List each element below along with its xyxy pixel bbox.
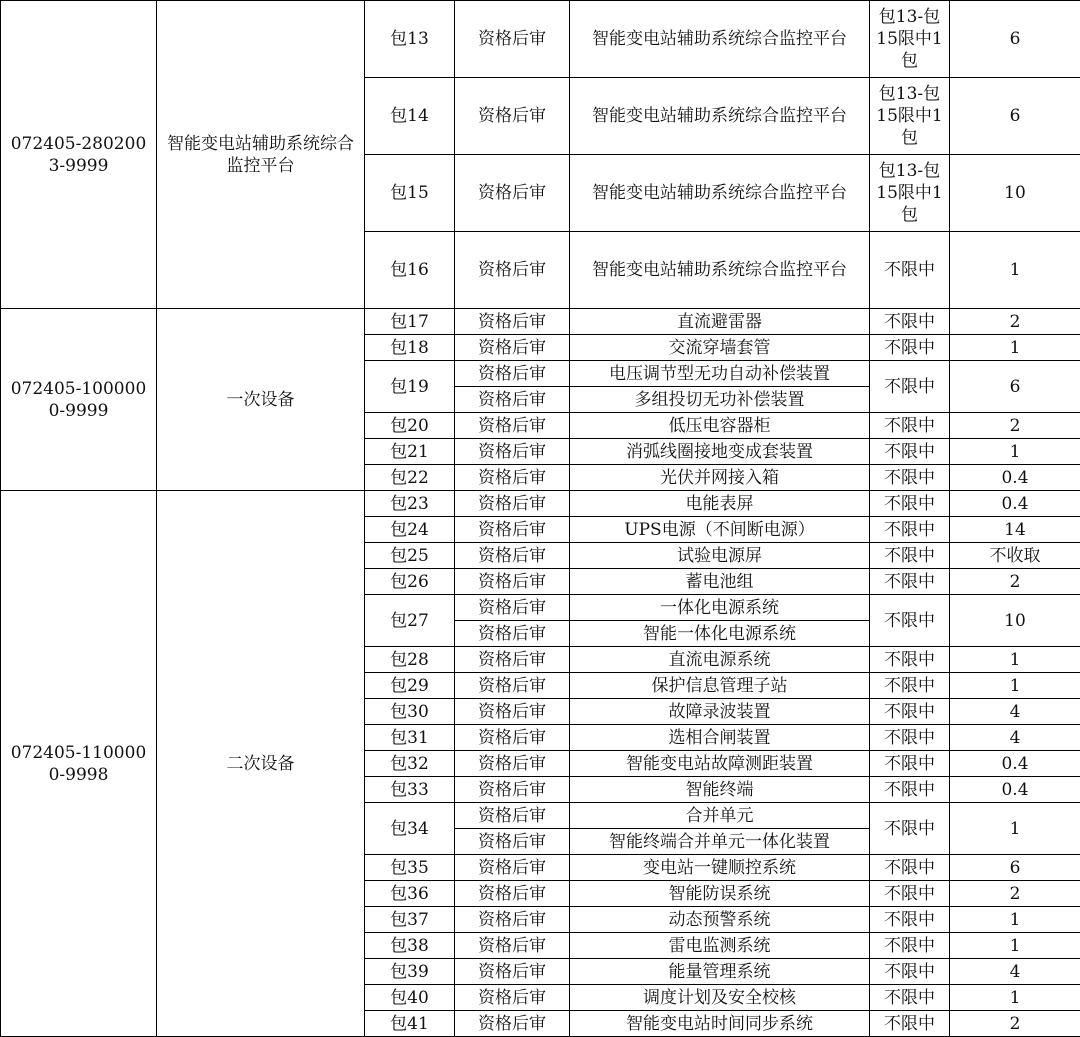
review-method: 资格后审: [455, 621, 570, 647]
review-method: 资格后审: [455, 439, 570, 465]
review-method: 资格后审: [455, 673, 570, 699]
review-method: 资格后审: [455, 491, 570, 517]
review-method: 资格后审: [455, 517, 570, 543]
table-row: [1, 309, 1080, 335]
package-number: 包21: [365, 439, 455, 465]
package-number: 包37: [365, 907, 455, 933]
quantity: 1: [950, 673, 1080, 699]
item-name: 光伏并网接入箱: [570, 465, 870, 491]
table-row: [1, 491, 1080, 517]
package-number: 包34: [365, 803, 455, 855]
package-number: 包18: [365, 335, 455, 361]
review-method: 资格后审: [455, 465, 570, 491]
package-number: 包14: [365, 78, 455, 155]
package-number: 包23: [365, 491, 455, 517]
review-method: 资格后审: [455, 933, 570, 959]
item-name: 智能变电站故障测距装置: [570, 751, 870, 777]
item-name: 智能终端合并单元一体化装置: [570, 829, 870, 855]
quantity: 1: [950, 803, 1080, 855]
quantity: 1: [950, 335, 1080, 361]
item-name: 低压电容器柜: [570, 413, 870, 439]
package-number: 包35: [365, 855, 455, 881]
package-number: 包24: [365, 517, 455, 543]
quantity: 0.4: [950, 465, 1080, 491]
item-name: 智能变电站时间同步系统: [570, 1011, 870, 1037]
review-method: 资格后审: [455, 361, 570, 387]
quantity: 2: [950, 413, 1080, 439]
bid-limit: 包13-包15限中1包: [870, 155, 950, 232]
quantity: 1: [950, 985, 1080, 1011]
bid-limit: 不限中: [870, 569, 950, 595]
bid-limit: 不限中: [870, 439, 950, 465]
review-method: 资格后审: [455, 647, 570, 673]
item-name: 保护信息管理子站: [570, 673, 870, 699]
package-number: 包17: [365, 309, 455, 335]
group-name: 二次设备: [157, 491, 365, 1037]
bid-limit: 不限中: [870, 232, 950, 309]
bid-limit: 不限中: [870, 335, 950, 361]
package-number: 包36: [365, 881, 455, 907]
review-method: 资格后审: [455, 387, 570, 413]
package-number: 包39: [365, 959, 455, 985]
item-name: 交流穿墙套管: [570, 335, 870, 361]
quantity: 4: [950, 959, 1080, 985]
review-method: 资格后审: [455, 413, 570, 439]
quantity: 6: [950, 1, 1080, 78]
review-method: 资格后审: [455, 959, 570, 985]
item-name: 智能防误系统: [570, 881, 870, 907]
quantity: 1: [950, 232, 1080, 309]
quantity: 6: [950, 855, 1080, 881]
quantity: 0.4: [950, 491, 1080, 517]
item-name: 能量管理系统: [570, 959, 870, 985]
bid-limit: 不限中: [870, 725, 950, 751]
item-name: 智能变电站辅助系统综合监控平台: [570, 78, 870, 155]
quantity: 1: [950, 647, 1080, 673]
item-name: 直流避雷器: [570, 309, 870, 335]
item-name: 智能变电站辅助系统综合监控平台: [570, 232, 870, 309]
item-name: 消弧线圈接地变成套装置: [570, 439, 870, 465]
review-method: 资格后审: [455, 829, 570, 855]
quantity: 2: [950, 881, 1080, 907]
package-number: 包41: [365, 1011, 455, 1037]
bid-limit: 不限中: [870, 803, 950, 855]
quantity: 2: [950, 309, 1080, 335]
quantity: 1: [950, 907, 1080, 933]
package-number: 包29: [365, 673, 455, 699]
quantity: 不收取: [950, 543, 1080, 569]
quantity: 4: [950, 699, 1080, 725]
item-name: 故障录波装置: [570, 699, 870, 725]
bid-limit: 不限中: [870, 907, 950, 933]
bid-limit: 不限中: [870, 881, 950, 907]
package-number: 包40: [365, 985, 455, 1011]
bid-limit: 不限中: [870, 1011, 950, 1037]
package-number: 包26: [365, 569, 455, 595]
bid-limit: 不限中: [870, 465, 950, 491]
review-method: 资格后审: [455, 309, 570, 335]
bid-limit: 不限中: [870, 699, 950, 725]
package-number: 包28: [365, 647, 455, 673]
review-method: 资格后审: [455, 78, 570, 155]
bid-limit: 包13-包15限中1包: [870, 78, 950, 155]
package-number: 包15: [365, 155, 455, 232]
bid-limit: 不限中: [870, 985, 950, 1011]
bid-limit: 不限中: [870, 309, 950, 335]
bid-limit: 不限中: [870, 413, 950, 439]
quantity: 1: [950, 439, 1080, 465]
review-method: 资格后审: [455, 232, 570, 309]
item-name: 智能终端: [570, 777, 870, 803]
review-method: 资格后审: [455, 907, 570, 933]
review-method: 资格后审: [455, 569, 570, 595]
group-code: 072405-1000000-9999: [1, 309, 157, 491]
group-code: 072405-2802003-9999: [1, 1, 157, 309]
item-name: 直流电源系统: [570, 647, 870, 673]
quantity: 2: [950, 1011, 1080, 1037]
bid-limit: 不限中: [870, 543, 950, 569]
item-name: 雷电监测系统: [570, 933, 870, 959]
review-method: 资格后审: [455, 725, 570, 751]
item-name: 智能一体化电源系统: [570, 621, 870, 647]
package-number: 包30: [365, 699, 455, 725]
review-method: 资格后审: [455, 751, 570, 777]
bid-limit: 不限中: [870, 777, 950, 803]
package-number: 包13: [365, 1, 455, 78]
item-name: 一体化电源系统: [570, 595, 870, 621]
quantity: 6: [950, 361, 1080, 413]
item-name: 选相合闸装置: [570, 725, 870, 751]
item-name: 蓄电池组: [570, 569, 870, 595]
review-method: 资格后审: [455, 1, 570, 78]
package-number: 包25: [365, 543, 455, 569]
item-name: 电压调节型无功自动补偿装置: [570, 361, 870, 387]
package-number: 包33: [365, 777, 455, 803]
group-name: 一次设备: [157, 309, 365, 491]
quantity: 1: [950, 933, 1080, 959]
bid-limit: 不限中: [870, 517, 950, 543]
package-number: 包16: [365, 232, 455, 309]
bid-limit: 不限中: [870, 673, 950, 699]
package-number: 包38: [365, 933, 455, 959]
bid-limit: 不限中: [870, 751, 950, 777]
quantity: 6: [950, 78, 1080, 155]
package-number: 包22: [365, 465, 455, 491]
quantity: 0.4: [950, 777, 1080, 803]
quantity: 10: [950, 155, 1080, 232]
item-name: 合并单元: [570, 803, 870, 829]
review-method: 资格后审: [455, 881, 570, 907]
quantity: 14: [950, 517, 1080, 543]
item-name: 调度计划及安全校核: [570, 985, 870, 1011]
package-number: 包20: [365, 413, 455, 439]
table-row: [1, 1, 1080, 78]
bid-limit: 不限中: [870, 855, 950, 881]
item-name: 电能表屏: [570, 491, 870, 517]
review-method: 资格后审: [455, 985, 570, 1011]
review-method: 资格后审: [455, 155, 570, 232]
bid-limit: 不限中: [870, 959, 950, 985]
package-number: 包19: [365, 361, 455, 413]
quantity: 2: [950, 569, 1080, 595]
bid-limit: 包13-包15限中1包: [870, 1, 950, 78]
package-number: 包27: [365, 595, 455, 647]
review-method: 资格后审: [455, 777, 570, 803]
item-name: 多组投切无功补偿装置: [570, 387, 870, 413]
quantity: 10: [950, 595, 1080, 647]
review-method: 资格后审: [455, 855, 570, 881]
review-method: 资格后审: [455, 699, 570, 725]
bid-limit: 不限中: [870, 491, 950, 517]
item-name: UPS电源（不间断电源）: [570, 517, 870, 543]
item-name: 变电站一键顺控系统: [570, 855, 870, 881]
bid-limit: 不限中: [870, 595, 950, 647]
review-method: 资格后审: [455, 1011, 570, 1037]
package-number: 包32: [365, 751, 455, 777]
item-name: 动态预警系统: [570, 907, 870, 933]
review-method: 资格后审: [455, 543, 570, 569]
group-name: 智能变电站辅助系统综合监控平台: [157, 1, 365, 309]
package-number: 包31: [365, 725, 455, 751]
bid-limit: 不限中: [870, 647, 950, 673]
group-code: 072405-1100000-9998: [1, 491, 157, 1037]
bid-limit: 不限中: [870, 361, 950, 413]
quantity: 0.4: [950, 751, 1080, 777]
item-name: 智能变电站辅助系统综合监控平台: [570, 155, 870, 232]
bid-limit: 不限中: [870, 933, 950, 959]
review-method: 资格后审: [455, 335, 570, 361]
item-name: 智能变电站辅助系统综合监控平台: [570, 1, 870, 78]
review-method: 资格后审: [455, 803, 570, 829]
quantity: 4: [950, 725, 1080, 751]
item-name: 试验电源屏: [570, 543, 870, 569]
review-method: 资格后审: [455, 595, 570, 621]
